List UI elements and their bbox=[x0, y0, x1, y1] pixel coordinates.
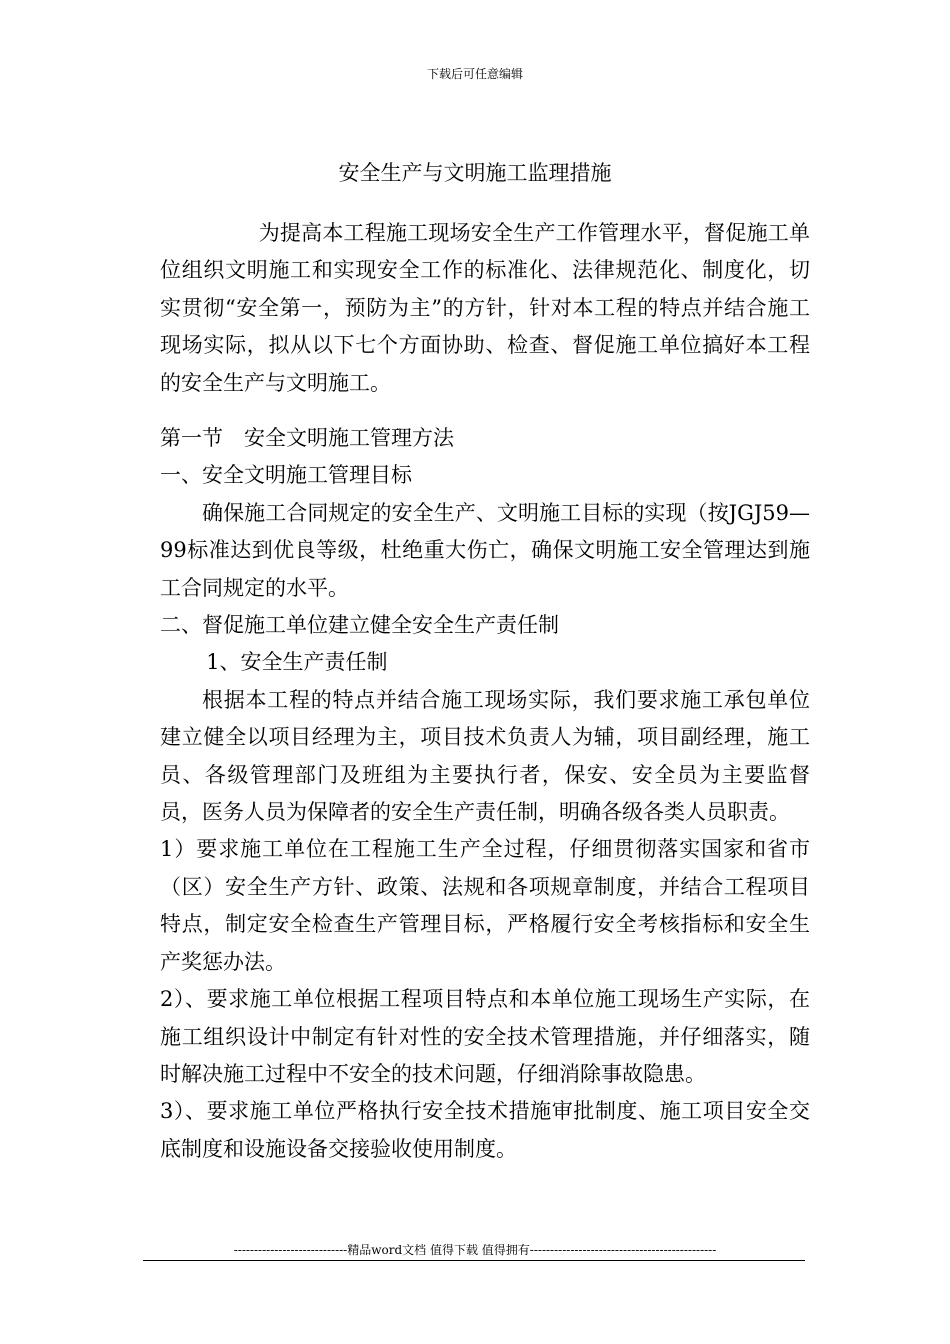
intro-block bbox=[160, 215, 810, 402]
document-title: 安全生产与文明施工监理措施 bbox=[338, 161, 612, 185]
point-1: 1）要求施工单位在工程施工生产全过程，仔细贯彻落实国家和省市（区）安全生产方针、政策、法规和各项规章制度，并结合工程项目特点，制定安全检查生产管理目标，严格履行安全考核指标和安全生产奖惩办法。 bbox=[160, 837, 810, 974]
footer-text: ----------------------------精品word文档 值得下载 值得拥有---------------------------------------------- bbox=[233, 1243, 717, 1257]
footer-divider bbox=[143, 1260, 805, 1261]
item-heading-1: 1、安全生产责任制 bbox=[206, 650, 388, 675]
intro-paragraph: 为提高本工程施工现场安全生产工作管理水平，督促施工单位组织文明施工和实现安全工作的标准化、法律规范化、制度化，切实贯彻“安全第一，预防为主”的方针，针对本工程的特点并结合施工现场实际，拟从以下七个方面协助、检查、督促施工单位搞好本工程的安全生产与文明施工。 bbox=[160, 221, 810, 395]
point-2: 2）、要求施工单位根据工程项目特点和本单位施工现场生产实际，在施工组织设计中制定有针对性的安全技术管理措施，并仔细落实，随时解决施工过程中不安全的技术问题，仔细消除事故隐患。 bbox=[160, 987, 810, 1086]
section-heading: 第一节 安全文明施工管理方法 bbox=[160, 426, 454, 450]
subsection-heading-2: 二、督促施工单位建立健全安全生产责任制 bbox=[160, 613, 559, 638]
item-body-1: 根据本工程的特点并结合施工现场实际，我们要求施工承包单位建立健全以项目经理为主，项目技术负责人为辅，项目副经理，施工员、各级管理部门及班组为主要执行者，保安、安全员为主要监督员，医务人员为保障者的安全生产责任制，明确各级各类人员职责。 bbox=[160, 687, 810, 825]
subsection-body-1: 确保施工合同规定的安全生产、文明施工目标的实现（按JGJ59—99标准达到优良等级，杜绝重大伤亡，确保文明施工安全管理达到施工合同规定的水平。 bbox=[160, 500, 810, 600]
main-content bbox=[160, 420, 810, 1168]
point-3: 3）、要求施工单位严格执行安全技术措施审批制度、施工项目安全交底制度和设施设备交接验收使用制度。 bbox=[160, 1099, 810, 1161]
header-note: 下载后可任意编辑 bbox=[426, 67, 523, 81]
subsection-heading-1: 一、安全文明施工管理目标 bbox=[160, 463, 412, 488]
